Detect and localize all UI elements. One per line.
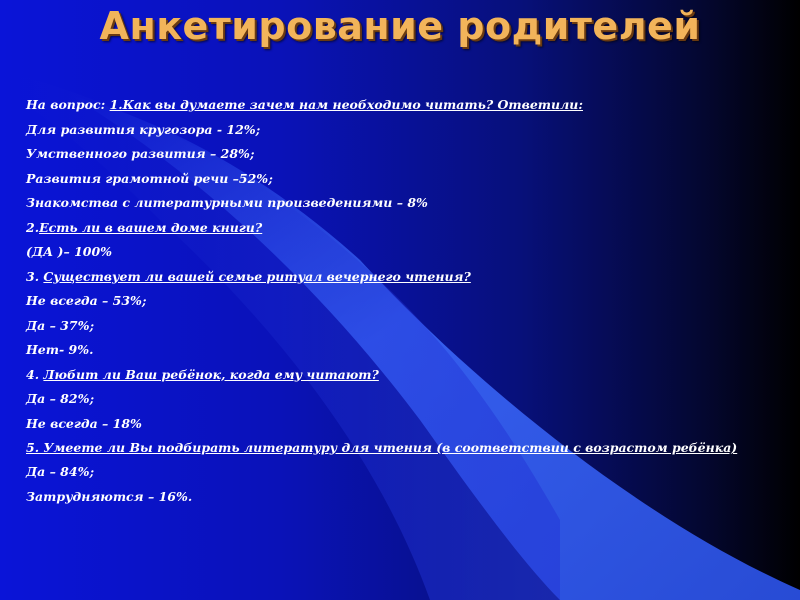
answer-line: Да – 84%; [26,464,95,479]
question-3-text: Существует ли вашей семье ритуал вечернего чтения? [43,268,471,284]
question-4-number: 4. [26,366,44,382]
answer-line: Да – 37%; [26,317,95,333]
survey-content [26,95,768,511]
answer-line: Не всегда – 18% [26,415,142,431]
question-5-text: 5. Умеете ли Вы подбирать литературу для чтения (в соответствии с возрастом ребёнка) [26,440,738,455]
question-2-number: 2. [26,219,40,235]
answer-line: Умственного развития – 28%; [26,146,255,161]
question-2-text: Есть ли в вашем доме книги? [39,219,263,235]
answer-line: Да – 82%; [26,391,95,406]
answer-line: Знакомства с литературными произведениями – 8% [26,195,428,210]
question-1 [26,95,768,120]
question-3 [26,267,768,292]
answer-line: Для развития кругозора - 12%; [26,121,261,137]
question-3-number: 3. [26,268,44,284]
page-title: Анкетирование родителей [99,4,701,48]
answer-line: Нет- 9%. [26,342,94,357]
question-4 [26,365,768,390]
question-4-text: Любит ли Ваш ребёнок, когда ему читают? [43,366,379,382]
question-1-text: 1.Как вы думаете зачем нам необходимо читать? Ответили: [109,97,583,112]
answer-line: Не всегда – 53%; [26,293,147,308]
question-2 [26,218,768,243]
question-1-prefix: На вопрос: [26,97,110,112]
answer-line: (ДА )– 100% [26,244,113,259]
answer-line: Затрудняются – 16%. [26,488,193,504]
answer-line: Развития грамотной речи –52%; [26,170,273,186]
